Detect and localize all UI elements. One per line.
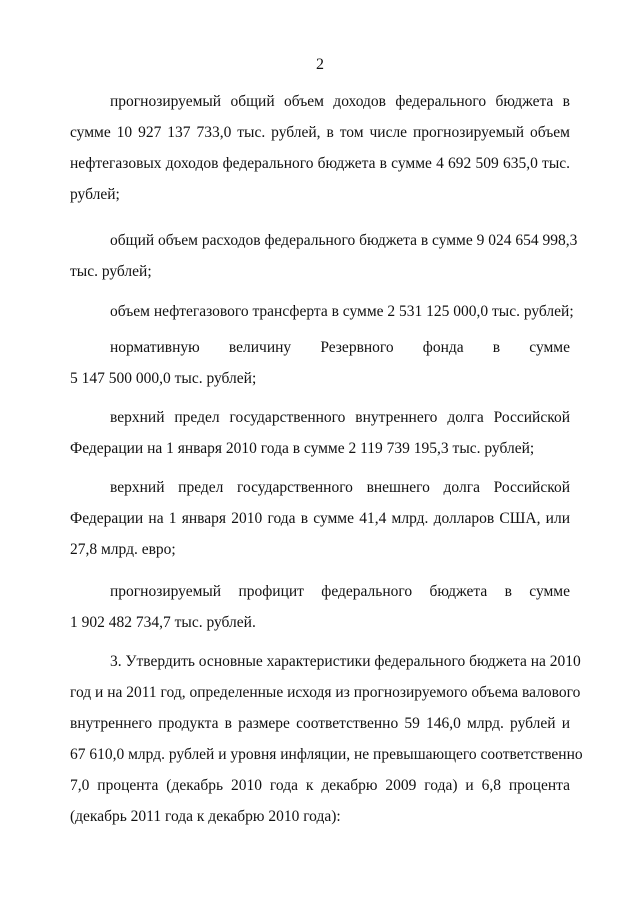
text-line: Федерации на 1 января 2010 года в сумме 41,4 млрд. долларов США, или	[70, 510, 570, 527]
text-line: 67 610,0 млрд. рублей и уровня инфляции, не превышающего соответственно	[70, 746, 583, 763]
paragraph-expenses	[70, 225, 578, 287]
paragraph-item-3	[70, 646, 583, 832]
text-line: (декабрь 2011 года к декабрю 2010 года):	[70, 808, 341, 825]
text-line: год и на 2011 год, определенные исходя из прогнозируемого объема валового	[70, 684, 581, 701]
text-line: внутреннего продукта в размере соответственно 59 146,0 млрд. рублей и	[70, 715, 570, 732]
text-line: объем нефтегазового трансферта в сумме 2 531 125 000,0 тыс. рублей;	[110, 303, 574, 320]
paragraph-oil-gas-transfer	[70, 296, 574, 327]
text-line: верхний предел государственного внутреннего долга Российской	[110, 409, 570, 426]
text-line: 1 902 482 734,7 тыс. рублей.	[70, 614, 256, 631]
text-line: тыс. рублей;	[70, 263, 152, 280]
text-line: прогнозируемый общий объем доходов федерального бюджета в	[110, 93, 570, 110]
text-line: 3. Утвердить основные характеристики федерального бюджета на 2010	[110, 653, 581, 670]
text-line: Федерации на 1 января 2010 года в сумме 2 119 739 195,3 тыс. рублей;	[70, 440, 535, 457]
text-line: 7,0 процента (декабрь 2010 года к декабрю 2009 года) и 6,8 процента	[70, 777, 570, 794]
page-number: 2	[316, 56, 324, 73]
text-line: рублей;	[70, 186, 120, 203]
text-line: нефтегазовых доходов федерального бюджета в сумме 4 692 509 635,0 тыс.	[70, 155, 570, 172]
text-line: общий объем расходов федерального бюджета в сумме 9 024 654 998,3	[110, 232, 578, 249]
text-line: прогнозируемый профицит федерального бюджета в сумме	[110, 583, 570, 600]
paragraph-surplus	[70, 576, 570, 638]
paragraph-reserve-fund	[70, 332, 570, 394]
text-line: верхний предел государственного внешнего долга Российской	[110, 479, 570, 496]
text-line: нормативную величину Резервного фонда в сумме	[110, 339, 570, 356]
text-line: 5 147 500 000,0 тыс. рублей;	[70, 370, 257, 387]
paragraph-internal-debt	[70, 402, 570, 464]
text-line: сумме 10 927 137 733,0 тыс. рублей, в том числе прогнозируемый объем	[70, 124, 570, 141]
text-line: 27,8 млрд. евро;	[70, 541, 176, 558]
paragraph-revenue	[70, 86, 570, 210]
paragraph-external-debt	[70, 472, 570, 565]
